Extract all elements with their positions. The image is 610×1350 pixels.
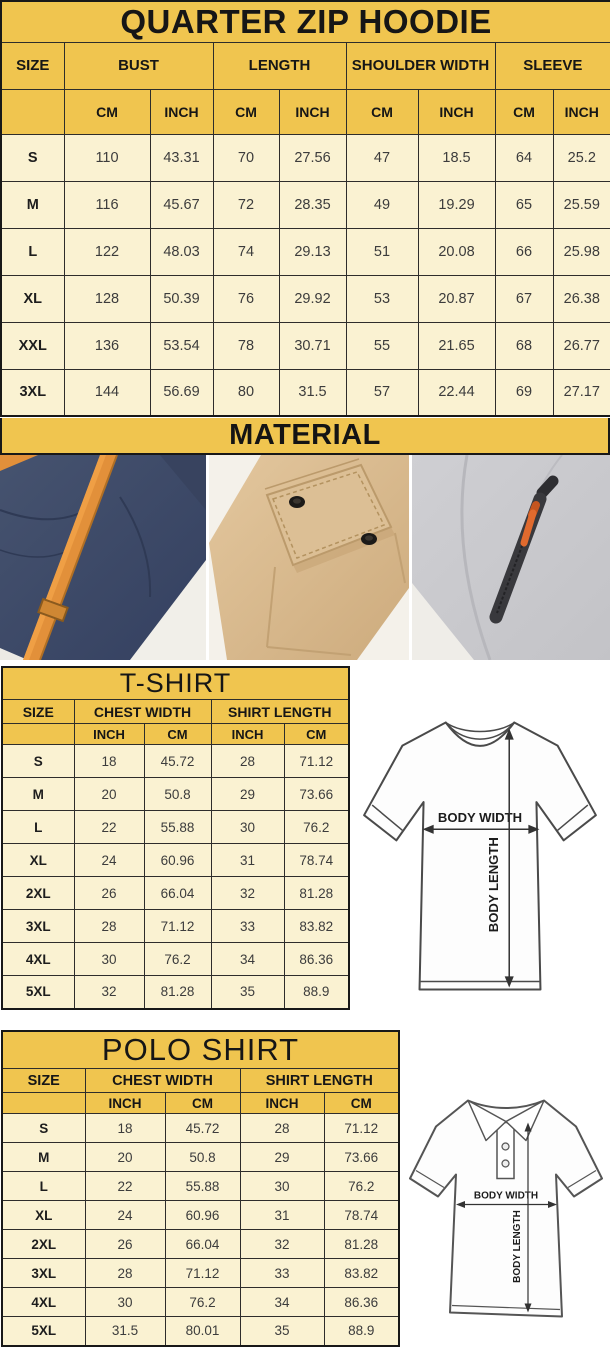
shoulder-inch-cell: 21.65: [418, 322, 495, 369]
col-header-size: SIZE: [2, 1069, 85, 1093]
polo-title-row: [2, 1031, 399, 1069]
gray-fabric-zipper-photo: [412, 455, 610, 660]
length-cm-cell: 78.74: [284, 844, 349, 877]
polo-title: POLO SHIRT: [2, 1031, 399, 1069]
polo-row-4xl: [2, 1288, 399, 1317]
polo-group-header-row: [2, 1069, 399, 1093]
polo-unit-header-row: [2, 1093, 399, 1114]
chest-inch-cell: 28: [85, 1259, 165, 1288]
length-cm-cell: 78: [213, 322, 279, 369]
navy-fabric-illustration: [0, 455, 206, 660]
tshirt-row-4xl: [2, 943, 349, 976]
chest-cm-cell: 60.96: [165, 1201, 240, 1230]
shoulder-inch-cell: 19.29: [418, 181, 495, 228]
bust-cm-cell: 128: [64, 275, 150, 322]
chest-inch-cell: 32: [74, 976, 144, 1009]
tshirt-title: T-SHIRT: [2, 667, 349, 700]
unit-cm: CM: [64, 89, 150, 134]
sleeve-cm-cell: 64: [495, 134, 553, 181]
tshirt-measurement-diagram: [350, 698, 610, 1016]
gray-fabric-illustration: [412, 455, 610, 660]
length-inch-cell: 32: [240, 1230, 324, 1259]
length-inch-cell: 34: [240, 1288, 324, 1317]
tshirt-outline-drawing: [350, 698, 610, 1016]
length-cm-cell: 76: [213, 275, 279, 322]
col-header-bust: BUST: [64, 42, 213, 89]
polo-row-s: [2, 1114, 399, 1143]
unit-cm: CM: [495, 89, 553, 134]
shoulder-cm-cell: 49: [346, 181, 418, 228]
length-cm-cell: 74: [213, 228, 279, 275]
khaki-fabric-illustration: [209, 455, 409, 660]
chest-cm-cell: 55.88: [165, 1172, 240, 1201]
length-inch-cell: 30.71: [279, 322, 346, 369]
chest-inch-cell: 22: [85, 1172, 165, 1201]
chest-cm-cell: 71.12: [144, 910, 211, 943]
size-cell: XL: [2, 1201, 85, 1230]
tshirt-row-5xl: [2, 976, 349, 1009]
sleeve-cm-cell: 66: [495, 228, 553, 275]
size-cell: XXL: [1, 322, 64, 369]
hoodie-row-xxl: [1, 322, 610, 369]
hoodie-row-xl: [1, 275, 610, 322]
unit-inch: INCH: [85, 1093, 165, 1114]
length-inch-cell: 29: [240, 1143, 324, 1172]
length-inch-cell: 30: [240, 1172, 324, 1201]
shoulder-cm-cell: 55: [346, 322, 418, 369]
hoodie-row-m: [1, 181, 610, 228]
chest-inch-cell: 22: [74, 811, 144, 844]
col-header-size: SIZE: [1, 42, 64, 89]
size-cell: 4XL: [2, 1288, 85, 1317]
length-inch-cell: 35: [211, 976, 284, 1009]
tshirt-row-l: [2, 811, 349, 844]
chest-inch-cell: 18: [74, 745, 144, 778]
length-cm-cell: 76.2: [324, 1172, 399, 1201]
length-inch-cell: 29: [211, 778, 284, 811]
body-width-label: BODY WIDTH: [473, 1190, 539, 1202]
unit-inch: INCH: [150, 89, 213, 134]
size-cell: M: [1, 181, 64, 228]
chest-inch-cell: 20: [85, 1143, 165, 1172]
chest-cm-cell: 71.12: [165, 1259, 240, 1288]
length-cm-cell: 88.9: [324, 1317, 399, 1346]
length-inch-cell: 31: [211, 844, 284, 877]
sleeve-inch-cell: 26.38: [553, 275, 610, 322]
sleeve-inch-cell: 25.59: [553, 181, 610, 228]
hoodie-unit-header-row: [1, 89, 610, 134]
polo-row-m: [2, 1143, 399, 1172]
polo-size-table: [1, 1030, 400, 1347]
polo-row-3xl: [2, 1259, 399, 1288]
sleeve-cm-cell: 67: [495, 275, 553, 322]
bust-cm-cell: 110: [64, 134, 150, 181]
size-cell: 2XL: [2, 1230, 85, 1259]
length-inch-cell: 32: [211, 877, 284, 910]
size-cell: XL: [1, 275, 64, 322]
length-cm-cell: 76.2: [284, 811, 349, 844]
size-cell: 5XL: [2, 976, 74, 1009]
length-inch-cell: 31.5: [279, 369, 346, 416]
size-cell: S: [2, 1114, 85, 1143]
tshirt-row-s: [2, 745, 349, 778]
col-header-size: SIZE: [2, 700, 74, 724]
chest-inch-cell: 18: [85, 1114, 165, 1143]
length-cm-cell: 73.66: [324, 1143, 399, 1172]
tshirt-title-row: [2, 667, 349, 700]
size-cell: S: [1, 134, 64, 181]
shoulder-cm-cell: 47: [346, 134, 418, 181]
polo-measurement-diagram: [400, 1085, 610, 1343]
col-header-shirt-length: SHIRT LENGTH: [240, 1069, 399, 1093]
chest-inch-cell: 26: [85, 1230, 165, 1259]
tshirt-size-table: [1, 666, 350, 1010]
unit-cm: CM: [165, 1093, 240, 1114]
bust-inch-cell: 53.54: [150, 322, 213, 369]
chest-cm-cell: 80.01: [165, 1317, 240, 1346]
length-cm-cell: 83.82: [284, 910, 349, 943]
chest-inch-cell: 30: [85, 1288, 165, 1317]
tshirt-row-3xl: [2, 910, 349, 943]
shoulder-inch-cell: 20.87: [418, 275, 495, 322]
polo-row-l: [2, 1172, 399, 1201]
length-cm-cell: 81.28: [284, 877, 349, 910]
col-header-shoulder-width: SHOULDER WIDTH: [346, 42, 495, 89]
polo-row-xl: [2, 1201, 399, 1230]
length-inch-cell: 34: [211, 943, 284, 976]
sleeve-inch-cell: 25.98: [553, 228, 610, 275]
length-inch-cell: 33: [211, 910, 284, 943]
col-header-chest-width: CHEST WIDTH: [85, 1069, 240, 1093]
shoulder-inch-cell: 22.44: [418, 369, 495, 416]
length-cm-cell: 83.82: [324, 1259, 399, 1288]
navy-fabric-orange-drawstring-photo: [0, 455, 206, 660]
col-header-length: LENGTH: [213, 42, 346, 89]
size-cell: M: [2, 1143, 85, 1172]
chest-inch-cell: 28: [74, 910, 144, 943]
bust-inch-cell: 56.69: [150, 369, 213, 416]
bust-cm-cell: 136: [64, 322, 150, 369]
length-inch-cell: 31: [240, 1201, 324, 1230]
unit-inch: INCH: [211, 724, 284, 745]
length-inch-cell: 27.56: [279, 134, 346, 181]
chest-cm-cell: 45.72: [165, 1114, 240, 1143]
tshirt-unit-header-row: [2, 724, 349, 745]
col-header-shirt-length: SHIRT LENGTH: [211, 700, 349, 724]
empty-unit-cell: [1, 89, 64, 134]
chest-cm-cell: 76.2: [144, 943, 211, 976]
size-cell: 5XL: [2, 1317, 85, 1346]
unit-inch: INCH: [74, 724, 144, 745]
empty-unit-cell: [2, 1093, 85, 1114]
chest-inch-cell: 31.5: [85, 1317, 165, 1346]
hoodie-title: QUARTER ZIP HOODIE: [1, 1, 610, 42]
chest-inch-cell: 26: [74, 877, 144, 910]
length-cm-cell: 71.12: [324, 1114, 399, 1143]
length-cm-cell: 80: [213, 369, 279, 416]
shoulder-cm-cell: 57: [346, 369, 418, 416]
length-cm-cell: 81.28: [324, 1230, 399, 1259]
col-header-chest-width: CHEST WIDTH: [74, 700, 211, 724]
unit-cm: CM: [213, 89, 279, 134]
size-cell: S: [2, 745, 74, 778]
unit-inch: INCH: [418, 89, 495, 134]
chest-cm-cell: 55.88: [144, 811, 211, 844]
bust-inch-cell: 50.39: [150, 275, 213, 322]
length-inch-cell: 30: [211, 811, 284, 844]
unit-cm: CM: [346, 89, 418, 134]
shoulder-cm-cell: 53: [346, 275, 418, 322]
sleeve-cm-cell: 69: [495, 369, 553, 416]
chest-cm-cell: 66.04: [144, 877, 211, 910]
khaki-fabric-snap-pocket-photo: [209, 455, 409, 660]
material-title-text: MATERIAL: [229, 419, 381, 451]
material-photo-strip: [0, 455, 610, 660]
tshirt-row-m: [2, 778, 349, 811]
empty-unit-cell: [2, 724, 74, 745]
length-cm-cell: 88.9: [284, 976, 349, 1009]
length-inch-cell: 29.92: [279, 275, 346, 322]
length-cm-cell: 71.12: [284, 745, 349, 778]
length-cm-cell: 70: [213, 134, 279, 181]
bust-cm-cell: 122: [64, 228, 150, 275]
polo-row-5xl: [2, 1317, 399, 1346]
length-cm-cell: 72: [213, 181, 279, 228]
length-inch-cell: 28.35: [279, 181, 346, 228]
bust-inch-cell: 48.03: [150, 228, 213, 275]
sleeve-cm-cell: 65: [495, 181, 553, 228]
size-cell: XL: [2, 844, 74, 877]
unit-cm: CM: [324, 1093, 399, 1114]
size-cell: 3XL: [2, 910, 74, 943]
chest-cm-cell: 76.2: [165, 1288, 240, 1317]
unit-cm: CM: [144, 724, 211, 745]
unit-inch: INCH: [279, 89, 346, 134]
size-cell: 3XL: [2, 1259, 85, 1288]
body-length-label: BODY LENGTH: [512, 1210, 523, 1283]
length-inch-cell: 35: [240, 1317, 324, 1346]
unit-inch: INCH: [553, 89, 610, 134]
bust-inch-cell: 43.31: [150, 134, 213, 181]
body-width-label: BODY WIDTH: [437, 810, 523, 826]
length-cm-cell: 86.36: [284, 943, 349, 976]
tshirt-group-header-row: [2, 700, 349, 724]
chest-cm-cell: 81.28: [144, 976, 211, 1009]
polo-outline-drawing: [400, 1085, 610, 1343]
length-cm-cell: 78.74: [324, 1201, 399, 1230]
length-inch-cell: 33: [240, 1259, 324, 1288]
tshirt-row-2xl: [2, 877, 349, 910]
unit-cm: CM: [284, 724, 349, 745]
sleeve-inch-cell: 25.2: [553, 134, 610, 181]
length-inch-cell: 29.13: [279, 228, 346, 275]
length-cm-cell: 73.66: [284, 778, 349, 811]
size-cell: L: [1, 228, 64, 275]
bust-cm-cell: 144: [64, 369, 150, 416]
shoulder-inch-cell: 18.5: [418, 134, 495, 181]
hoodie-row-3xl: [1, 369, 610, 416]
size-cell: M: [2, 778, 74, 811]
chest-cm-cell: 60.96: [144, 844, 211, 877]
bust-cm-cell: 116: [64, 181, 150, 228]
hoodie-group-header-row: [1, 42, 610, 89]
body-length-label: BODY LENGTH: [486, 837, 502, 933]
size-cell: L: [2, 1172, 85, 1201]
chest-inch-cell: 24: [85, 1201, 165, 1230]
chest-cm-cell: 45.72: [144, 745, 211, 778]
chest-inch-cell: 24: [74, 844, 144, 877]
chest-inch-cell: 30: [74, 943, 144, 976]
size-cell: 4XL: [2, 943, 74, 976]
col-header-sleeve: SLEEVE: [495, 42, 610, 89]
chest-cm-cell: 50.8: [144, 778, 211, 811]
size-cell: 3XL: [1, 369, 64, 416]
unit-inch: INCH: [240, 1093, 324, 1114]
sleeve-inch-cell: 26.77: [553, 322, 610, 369]
chest-inch-cell: 20: [74, 778, 144, 811]
tshirt-row-xl: [2, 844, 349, 877]
chest-cm-cell: 50.8: [165, 1143, 240, 1172]
length-inch-cell: 28: [211, 745, 284, 778]
size-cell: 2XL: [2, 877, 74, 910]
size-cell: L: [2, 811, 74, 844]
hoodie-row-l: [1, 228, 610, 275]
length-cm-cell: 86.36: [324, 1288, 399, 1317]
shoulder-cm-cell: 51: [346, 228, 418, 275]
sleeve-cm-cell: 68: [495, 322, 553, 369]
length-inch-cell: 28: [240, 1114, 324, 1143]
polo-row-2xl: [2, 1230, 399, 1259]
material-section-title: [0, 418, 610, 455]
hoodie-title-row: [1, 1, 610, 42]
hoodie-row-s: [1, 134, 610, 181]
chest-cm-cell: 66.04: [165, 1230, 240, 1259]
shoulder-inch-cell: 20.08: [418, 228, 495, 275]
sleeve-inch-cell: 27.17: [553, 369, 610, 416]
bust-inch-cell: 45.67: [150, 181, 213, 228]
hoodie-size-table: [0, 0, 610, 417]
